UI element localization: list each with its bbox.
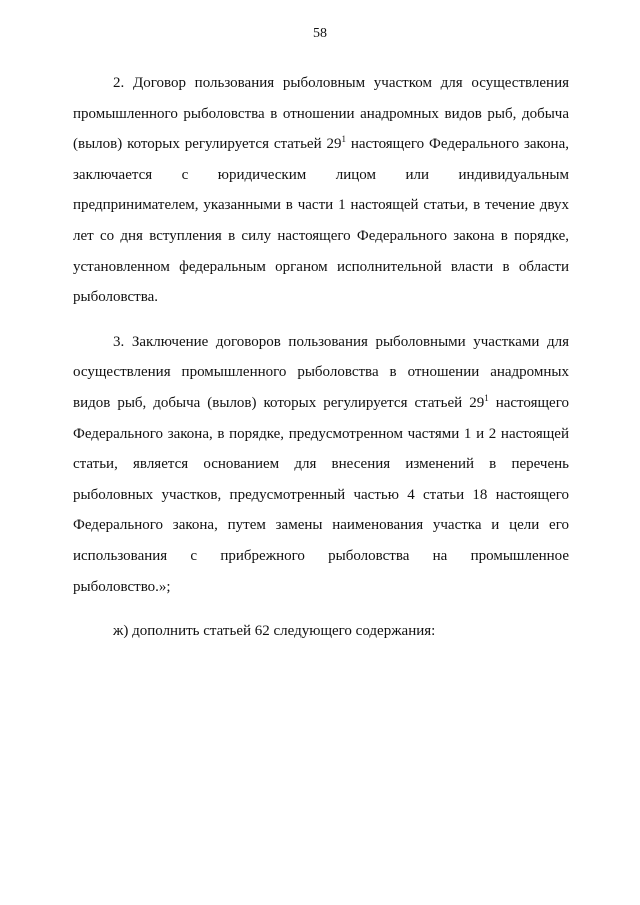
page-number: 58 [313,26,327,41]
superscript: 1 [341,134,346,145]
paragraph-text: настоящего Федерального закона, заключается с юридическим лицом или индивидуальным предпринимателем, указанными в части 1 настоящей статьи, в течение двух лет со дня вступления в силу настоящего Федерального закона в порядке, установленном федеральным органом исполнительной власти в области рыболовства. [73,136,569,306]
paragraph-text: настоящего Федерального закона, в порядке, предусмотренном частями 1 и 2 настоящей статьи, является основанием для внесения изменений в перечень рыболовных участков, предусмотренный частью 4 статьи 18 настоящего Федерального закона, путем замены наименования участка и цели его использования с прибрежного рыболовства на промышленное рыболовство.»; [73,394,569,595]
paragraph-text: 3. Заключение договоров пользования рыболовными участками для осуществления промышленного рыболовства в отношении анадромных видов рыб, добыча (вылов) которых регулируется статьей 29 [73,333,569,411]
paragraph-item-zh: ж) дополнить статьей 62 следующего содержания: [113,623,436,640]
document-body [73,68,569,647]
superscript: 1 [484,392,489,403]
paragraph-text: 2. Договор пользования рыболовным участком для осуществления промышленного рыболовства в отношении анадромных видов рыб, добыча (вылов) которых регулируется статьей 29 [73,75,569,153]
paragraph-clause-3 [73,327,569,602]
paragraph-clause-2 [73,68,569,313]
